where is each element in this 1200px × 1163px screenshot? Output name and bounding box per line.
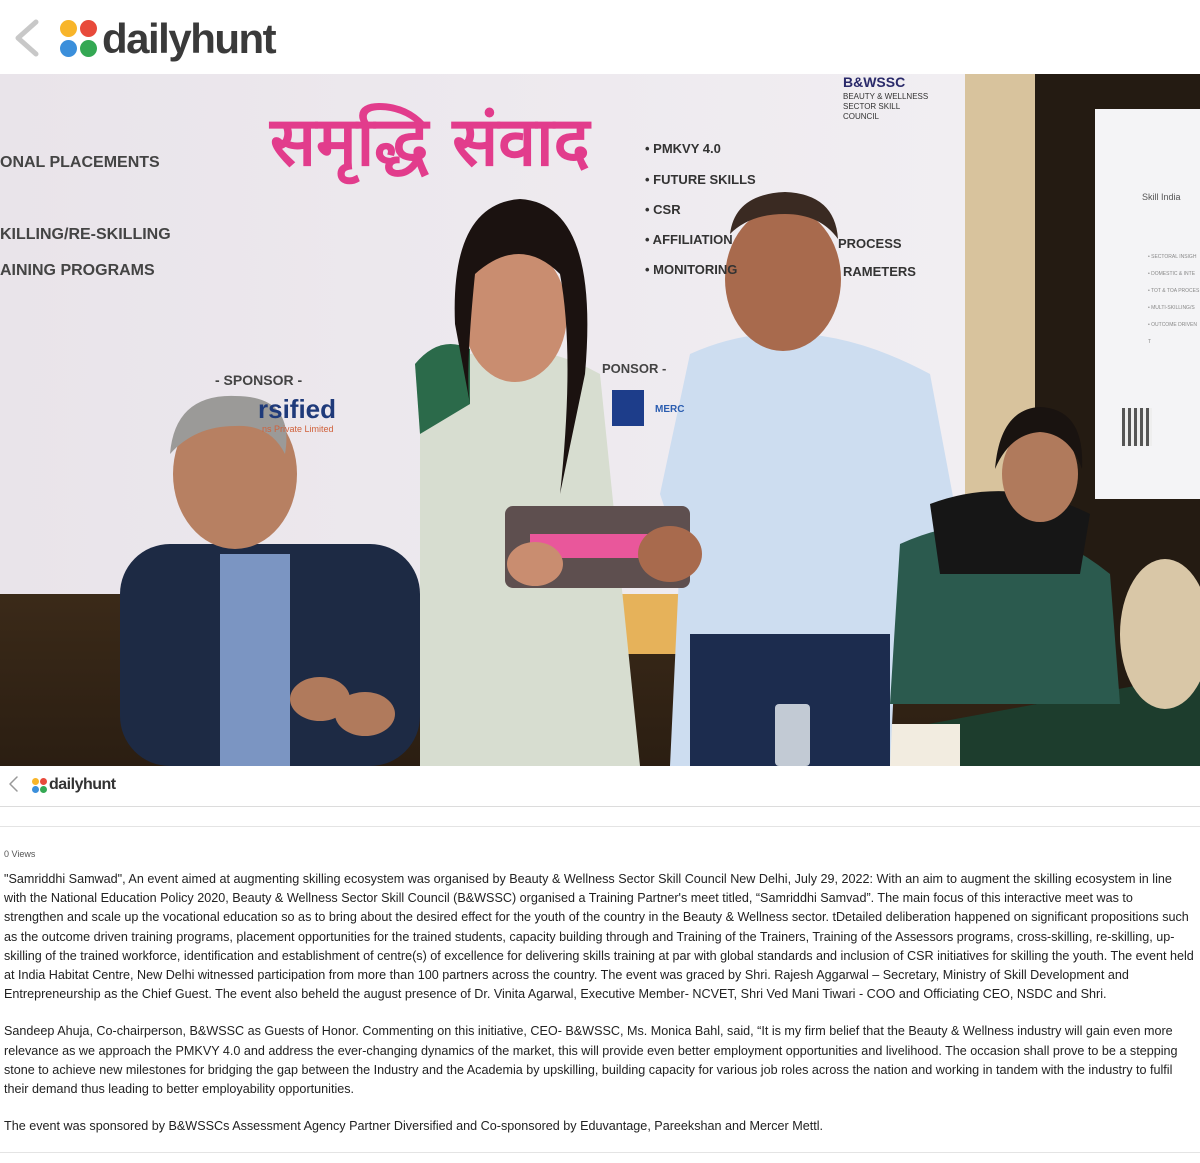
sponsor-right-logo: MERC bbox=[655, 404, 685, 415]
banner-right-item-1: • PMKVY 4.0 bbox=[645, 141, 721, 156]
article-header bbox=[0, 766, 1200, 807]
banner-right-item-3: • CSR bbox=[645, 202, 681, 217]
event-photo bbox=[0, 74, 1200, 766]
back-button-small[interactable] bbox=[6, 774, 20, 794]
back-button[interactable] bbox=[10, 18, 44, 58]
council-logo: B&WSSC bbox=[843, 74, 906, 90]
app-header bbox=[0, 0, 1200, 74]
banner-left-item-3: AINING PROGRAMS bbox=[0, 262, 155, 279]
article-paragraph: Sandeep Ahuja, Co-chairperson, B&WSSC as Guests of Honor. Commenting on this initiative, CEO- B&WSSC, Ms. Monica Bahl, said, “It is my firm belief that the Beauty & Wellness industry will gain even more relevance as we approach the PMKVY 4.0 and address the ever-changing dynamics of the market, this will provide even better employment opportunities and livelihood. The occasion shall prove to be a stepping stone to achieve new milestones for bridging the gap between the Industry and the Academia by upskilling, building capacity for various job roles across the nation and working in tandem with the industry to fulfil their demand thus leading to better employability opportunities. bbox=[4, 1024, 1178, 1097]
banner-left-item-1: ONAL PLACEMENTS bbox=[0, 154, 160, 171]
screen-item: • SECTORAL INSIGH bbox=[1148, 254, 1197, 260]
divider bbox=[0, 826, 1200, 827]
banner-right-item-4: • AFFILIATION bbox=[645, 232, 733, 247]
chevron-left-icon bbox=[10, 18, 44, 58]
brand-name: dailyhunt bbox=[102, 15, 276, 62]
screen-items bbox=[1148, 249, 1200, 351]
article-paragraph: "Samriddhi Samwad", An event aimed at augmenting skilling ecosystem was organised by Beauty & Wellness Sector Skill Council New Delhi, July 29, 2022: With an aim to augment the skilling ecosystem in line with the National Education Policy 2020, Beauty & Wellness Sector Skill Council (B&WSSC) organised a Training Partner's meet titled, “Samriddhi Samvad”. The main focus of this interactive meet was to strengthen and scale up the vocational education so as to bring about the desired effect for the youth of the country in the Beauty & Wellness sector. tDetailed deliberation happened on significant propositions such as the outcome driven training programs, placement opportunities for the trained students, capacity building through and Training of the Trainers, Training of the Assessors programs, cross-skilling, re-skilling, up-skilling of the trained workforce, identification and establishment of centre(s) of excellence for delivering skills training at par with global standards and inclusion of CSR initiatives for skilling the youth. The event held at India Habitat Centre, New Delhi witnessed participation from more than 100 partners across the country. The event was graced by Shri. Rajesh Aggarwal – Secretary, Ministry of Skill Development and Entrepreneurship as the Chief Guest. The event also beheld the august presence of Dr. Vinita Agarwal, Executive Member- NCVET, Shri Ved Mani Tiwari - COO and Officiating CEO, NSDC and Shri. bbox=[4, 872, 1194, 1002]
sponsor-left-sub: ns Private Limited bbox=[262, 424, 334, 434]
banner-left-item-2: KILLING/RE-SKILLING bbox=[0, 226, 171, 243]
screen-item: • OUTCOME DRIVEN T bbox=[1148, 322, 1197, 345]
article-paragraph: The event was sponsored by B&WSSCs Assessment Agency Partner Diversified and Co-sponsored by Eduvantage, Pareekshan and Mercer Mettl. bbox=[4, 1119, 824, 1134]
chevron-left-icon bbox=[6, 774, 20, 794]
banner-right-item-6: PROCESS bbox=[838, 236, 902, 251]
sponsor-right-label: PONSOR - bbox=[602, 361, 667, 376]
screen-item: • TOT & TOA PROCES bbox=[1148, 288, 1200, 294]
banner-hindi-title: समृद्धि संवाद bbox=[270, 103, 590, 182]
logo-dots-icon bbox=[32, 778, 47, 793]
brand-name-small: dailyhunt bbox=[49, 776, 116, 793]
logo-dots-icon bbox=[60, 20, 98, 58]
sponsor-left-logo: rsified bbox=[258, 394, 337, 424]
screen-item: • MULTI-SKILLING/S bbox=[1148, 305, 1195, 311]
dailyhunt-logo-small[interactable] bbox=[32, 774, 116, 796]
banner-right-item-2: • FUTURE SKILLS bbox=[645, 172, 756, 187]
dailyhunt-logo[interactable] bbox=[60, 14, 275, 64]
sponsor-left-label: - SPONSOR - bbox=[215, 372, 303, 388]
qr-code-icon bbox=[1122, 408, 1152, 446]
screen-item: • DOMESTIC & INTE bbox=[1148, 271, 1196, 277]
divider bbox=[0, 1152, 1200, 1153]
screen-logo: Skill India bbox=[1142, 192, 1181, 202]
view-count: 0 Views bbox=[4, 849, 36, 859]
article-body bbox=[4, 870, 1194, 1154]
banner-right-item-5: • MONITORING bbox=[645, 262, 738, 277]
banner-right-item-7: RAMETERS bbox=[843, 264, 916, 279]
council-name: BEAUTY & WELLNESS SECTOR SKILL COUNCIL bbox=[843, 92, 929, 121]
pareekshan-logo-icon bbox=[612, 390, 644, 426]
